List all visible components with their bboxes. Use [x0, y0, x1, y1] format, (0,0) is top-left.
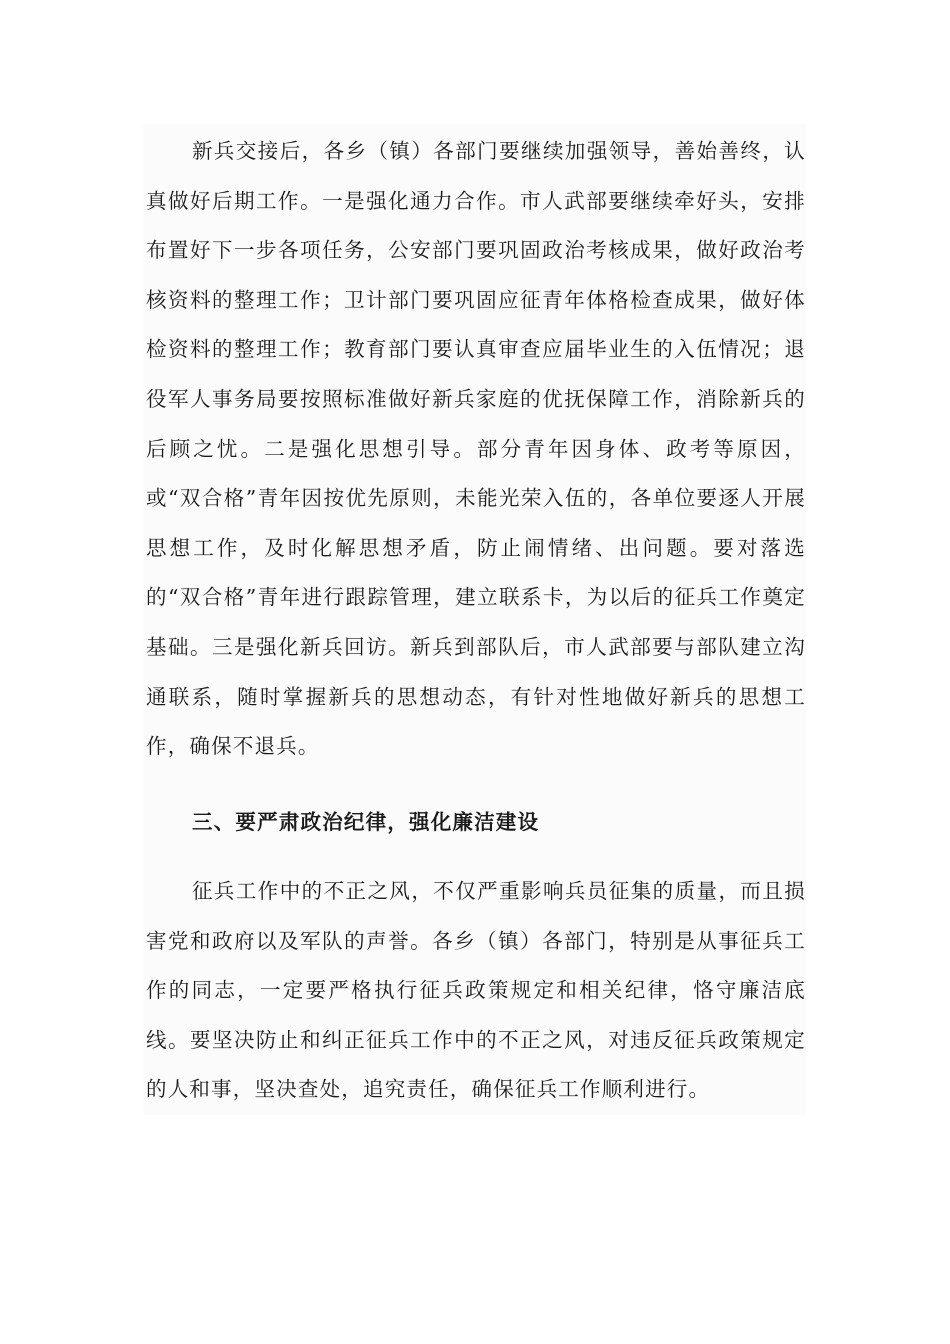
paragraph-later-work: 新兵交接后，各乡（镇）各部门要继续加强领导，善始善终，认真做好后期工作。一是强化通力合作。市人武部要继续牵好头，安排布置好下一步各项任务，公安部门要巩固政治考核成果，做好政治考核资料的整理工作；卫计部门要巩固应征青年体格检查成果，做好体检资料的整理工作；教育部门要认真审查应届毕业生的入伍情况；退役军人事务局要按照标准做好新兵家庭的优抚保障工作，消除新兵的后顾之忧。二是强化思想引导。部分青年因身体、政考等原因，或“双合格”青年因按优先原则，未能光荣入伍的，各单位要逐人开展思想工作，及时化解思想矛盾，防止闹情绪、出问题。要对落选的“双合格”青年进行跟踪管理，建立联系卡，为以后的征兵工作奠定基础。三是强化新兵回访。新兵到部队后，市人武部要与部队建立沟通联系，随时掌握新兵的思想动态，有针对性地做好新兵的思想工作，确保不退兵。	[146, 139, 806, 759]
paragraph-discipline: 征兵工作中的不正之风，不仅严重影响兵员征集的质量，而且损害党和政府以及军队的声誉。各乡（镇）各部门，特别是从事征兵工作的同志，一定要严格执行征兵政策规定和相关纪律，恪守廉洁底线。要坚决防止和纠正征兵工作中的不正之风，对违反征兵政策规定的人和事，坚决查处，追究责任，确保征兵工作顺利进行。	[146, 879, 806, 1102]
section-heading: 三、要严肃政治纪律，强化廉洁建设	[192, 810, 540, 834]
text-block	[143, 124, 806, 1115]
